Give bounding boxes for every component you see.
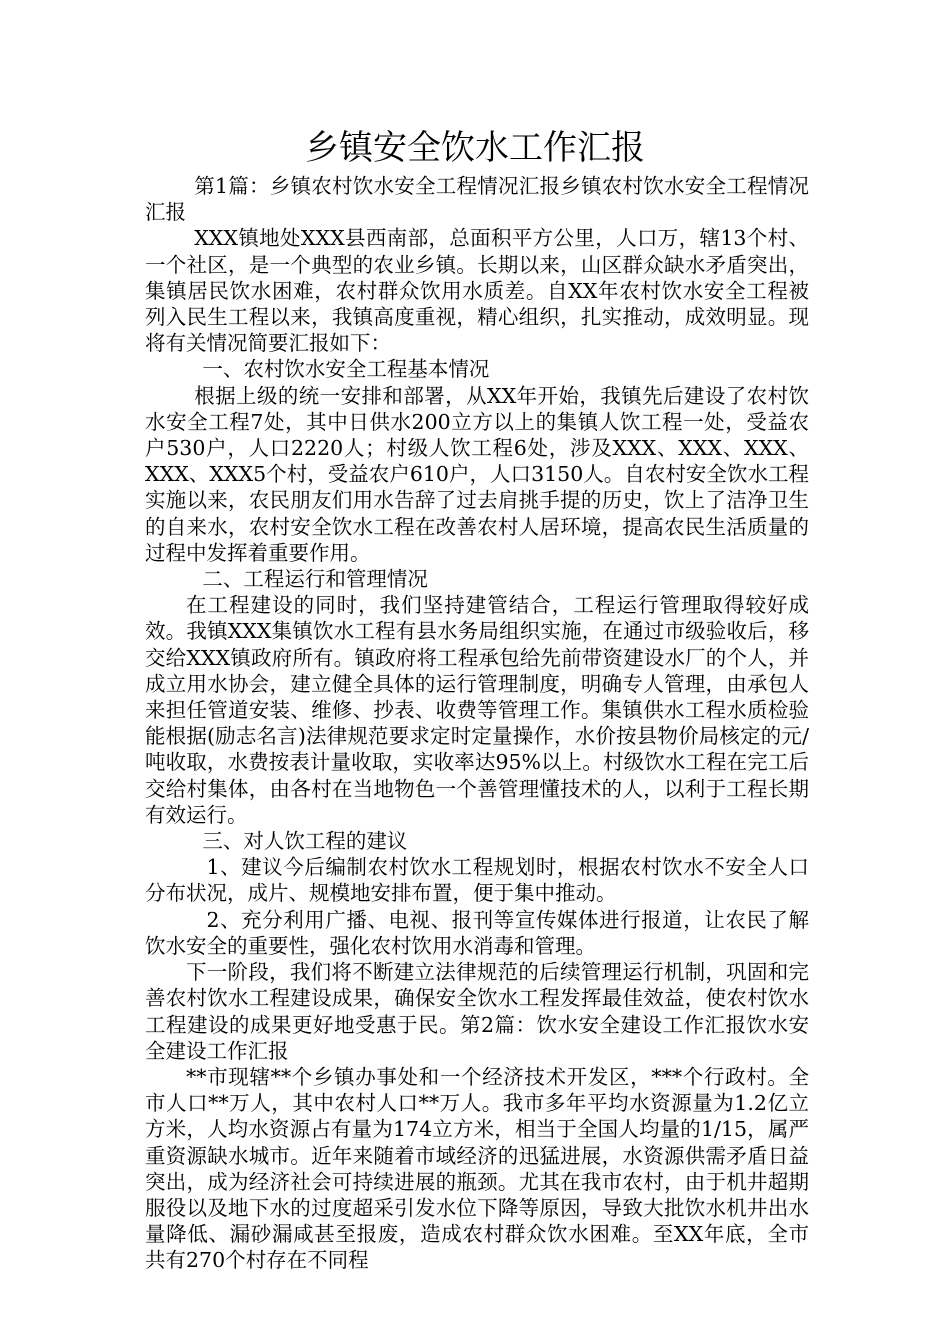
suggestion-item-1: 1、建议今后编制农村饮水工程规划时，根据农村饮水不安全人口分布状况，成片、规模地安排布置，便于集中推动。 — [145, 855, 809, 906]
document-body — [145, 173, 809, 1274]
document-title: 乡镇安全饮水工作汇报 — [305, 128, 645, 168]
section-heading-1: 一、农村饮水安全工程基本情况 — [202, 357, 490, 382]
suggestion-item-2: 2、充分利用广播、电视、报刊等宣传媒体进行报道，让农民了解饮水安全的重要性，强化农村饮用水消毒和管理。 — [145, 907, 809, 958]
paragraph-article-2-intro: **市现辖**个乡镇办事处和一个经济技术开发区，***个行政村。全市人口**万人，其中农村人口**万人。我市多年平均水资源量为1.2亿立方米，人均水资源占有量为174立方米，相当于全国人均量的1/15，属严重资源缺水城市。近年来随着市域经济的迅猛进展，水资源供需矛盾日益突出，成为经济社会可持续进展的瓶颈。尤其在我市农村，由于机井超期服役以及地下水的过度超采引发水位下降等原因，导致大批饮水机井出水量降低、漏砂漏咸甚至报废，造成农村群众饮水困难。至XX年底，全市共有270个村存在不同程 — [145, 1064, 809, 1273]
paragraph-next-stage: 下一阶段，我们将不断建立法律规范的后续管理运行机制，巩固和完善农村饮水工程建设成果，确保安全饮水工程发挥最佳效益，使农村饮水工程建设的成果更好地受惠于民。第2篇：饮水安全建设工作汇报饮水安全建设工作汇报 — [145, 960, 809, 1063]
paragraph-intro: XXX镇地处XXX县西南部，总面积平方公里，人口万，辖13个村、一个社区，是一个典型的农业乡镇。长期以来，山区群众缺水矛盾突出，集镇居民饮水困难，农村群众饮用水质差。自XX年农村饮水安全工程被列入民生工程以来，我镇高度重视，精心组织，扎实推动，成效明显。现将有关情况简要汇报如下： — [145, 226, 809, 356]
paragraph-article-1-heading: 第1篇：乡镇农村饮水安全工程情况汇报乡镇农村饮水安全工程情况汇报 — [145, 174, 809, 225]
section-heading-3: 三、对人饮工程的建议 — [202, 829, 408, 854]
section-heading-2: 二、工程运行和管理情况 — [202, 567, 428, 592]
paragraph-section-2: 在工程建设的同时，我们坚持建管结合，工程运行管理取得较好成效。我镇XXX集镇饮水工程有县水务局组织实施，在通过市级验收后，移交给XXX镇政府所有。镇政府将工程承包给先前带资建设水厂的个人，并成立用水协会，建立健全具体的运行管理制度，明确专人管理，由承包人来担任管道安装、维修、抄表、收费等管理工作。集镇供水工程水质检验能根据(励志名言)法律规范要求定时定量操作，水价按县物价局核定的元/吨收取，水费按表计量收取，实收率达95%以上。村级饮水工程在完工后交给村集体，由各村在当地物色一个善管理懂技术的人，以利于工程长期有效运行。 — [145, 593, 809, 827]
paragraph-section-1: 根据上级的统一安排和部署，从XX年开始，我镇先后建设了农村饮水安全工程7处，其中日供水200立方以上的集镇人饮工程一处，受益农户530户，人口2220人；村级人饮工程6处，涉及XXX、XXX、XXX、XXX、XXX5个村，受益农户610户，人口3150人。自农村安全饮水工程实施以来，农民朋友们用水告辞了过去肩挑手提的历史，饮上了洁净卫生的自来水，农村安全饮水工程在改善农村人居环境，提高农民生活质量的过程中发挥着重要作用。 — [145, 383, 809, 565]
